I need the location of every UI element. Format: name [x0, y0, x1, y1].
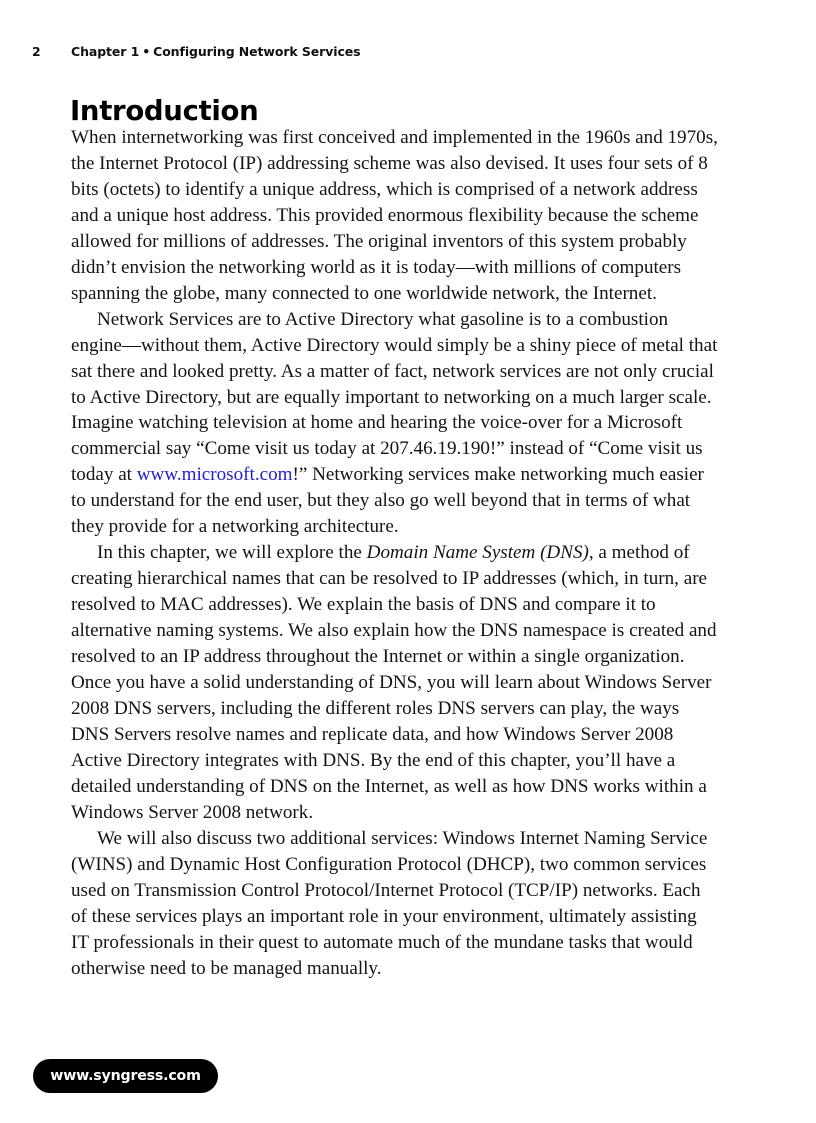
running-head-chapter: Chapter 1 — [71, 44, 140, 59]
body-text — [71, 125, 719, 981]
page-number: 2 — [32, 44, 41, 59]
syngress-footer-badge[interactable] — [33, 1059, 218, 1093]
bullet-separator-icon: • — [142, 44, 151, 59]
paragraph-4-text: We will also discuss two additional services: Windows Internet Naming Service (WINS) and Dynamic Host Configuration Protocol (DHCP), two common services used on Transmission Control Protocol/Internet Protocol (TCP/IP) networks. Each of these services plays an important role in your environment, ultimately assisting IT professionals in their quest to automate much of the mundane tasks that would otherwise need to be managed manually. — [71, 827, 708, 979]
syngress-footer-badge-label: www.syngress.com — [50, 1068, 201, 1084]
microsoft-website-link[interactable]: www.microsoft.com — [136, 464, 293, 486]
paragraph-3 — [71, 540, 719, 825]
running-head — [0, 44, 816, 64]
paragraph-3-text-before-italic: In this chapter, we will explore the — [97, 542, 367, 564]
paragraph-2-text-after-link: !” Networking services make networking much easier to understand for the end user, but they also go well beyond that in terms of what they provide for a networking architecture. — [71, 464, 704, 538]
section-heading: Introduction — [70, 95, 259, 128]
paragraph-2-text-before-link: Network Services are to Active Directory what gasoline is to a combustion engine—without them, Active Directory would simply be a shiny piece of metal that sat there and looked pretty. As a matter of fact, network services are not only crucial to Active Directory, but are equally important to networking on a much larger scale. Imagine watching television at home and hearing the voice-over for a Microsoft commercial say “Come visit us today at 207.46.19.190!” instead of “Come visit us today at — [71, 308, 718, 486]
paragraph-2 — [71, 307, 719, 541]
running-head-subject: Configuring Network Services — [153, 44, 361, 59]
paragraph-1-text: When internetworking was first conceived and implemented in the 1960s and 1970s, the Internet Protocol (IP) addressing scheme was also devised. It uses four sets of 8 bits (octets) to identify a unique address, which is comprised of a network address and a unique host address. This provided enormous flexibility because the scheme allowed for millions of addresses. The original inventors of this system probably didn’t envision the networking world as it is today—with millions of computers spanning the globe, many connected to one worldwide network, the Internet. — [71, 127, 718, 304]
paragraph-4 — [71, 826, 719, 982]
running-head-title — [71, 44, 361, 59]
paragraph-3-text-after-italic: , a method of creating hierarchical names that can be resolved to IP addresses (which, in turn, are resolved to MAC addresses). We explain the basis of DNS and compare it to alternative naming systems. We also explain how the DNS namespace is created and resolved to an IP address throughout the Internet or within a single organization. Once you have a solid understanding of DNS, you will learn about Windows Server 2008 DNS servers, including the different roles DNS servers can play, the ways DNS Servers resolve names and replicate data, and how Windows Server 2008 Active Directory integrates with DNS. By the end of this chapter, you’ll have a detailed understanding of DNS on the Internet, as well as how DNS works within a Windows Server 2008 network. — [71, 542, 717, 823]
dns-term-emphasis: Domain Name System (DNS) — [366, 542, 589, 564]
paragraph-1 — [71, 125, 719, 307]
